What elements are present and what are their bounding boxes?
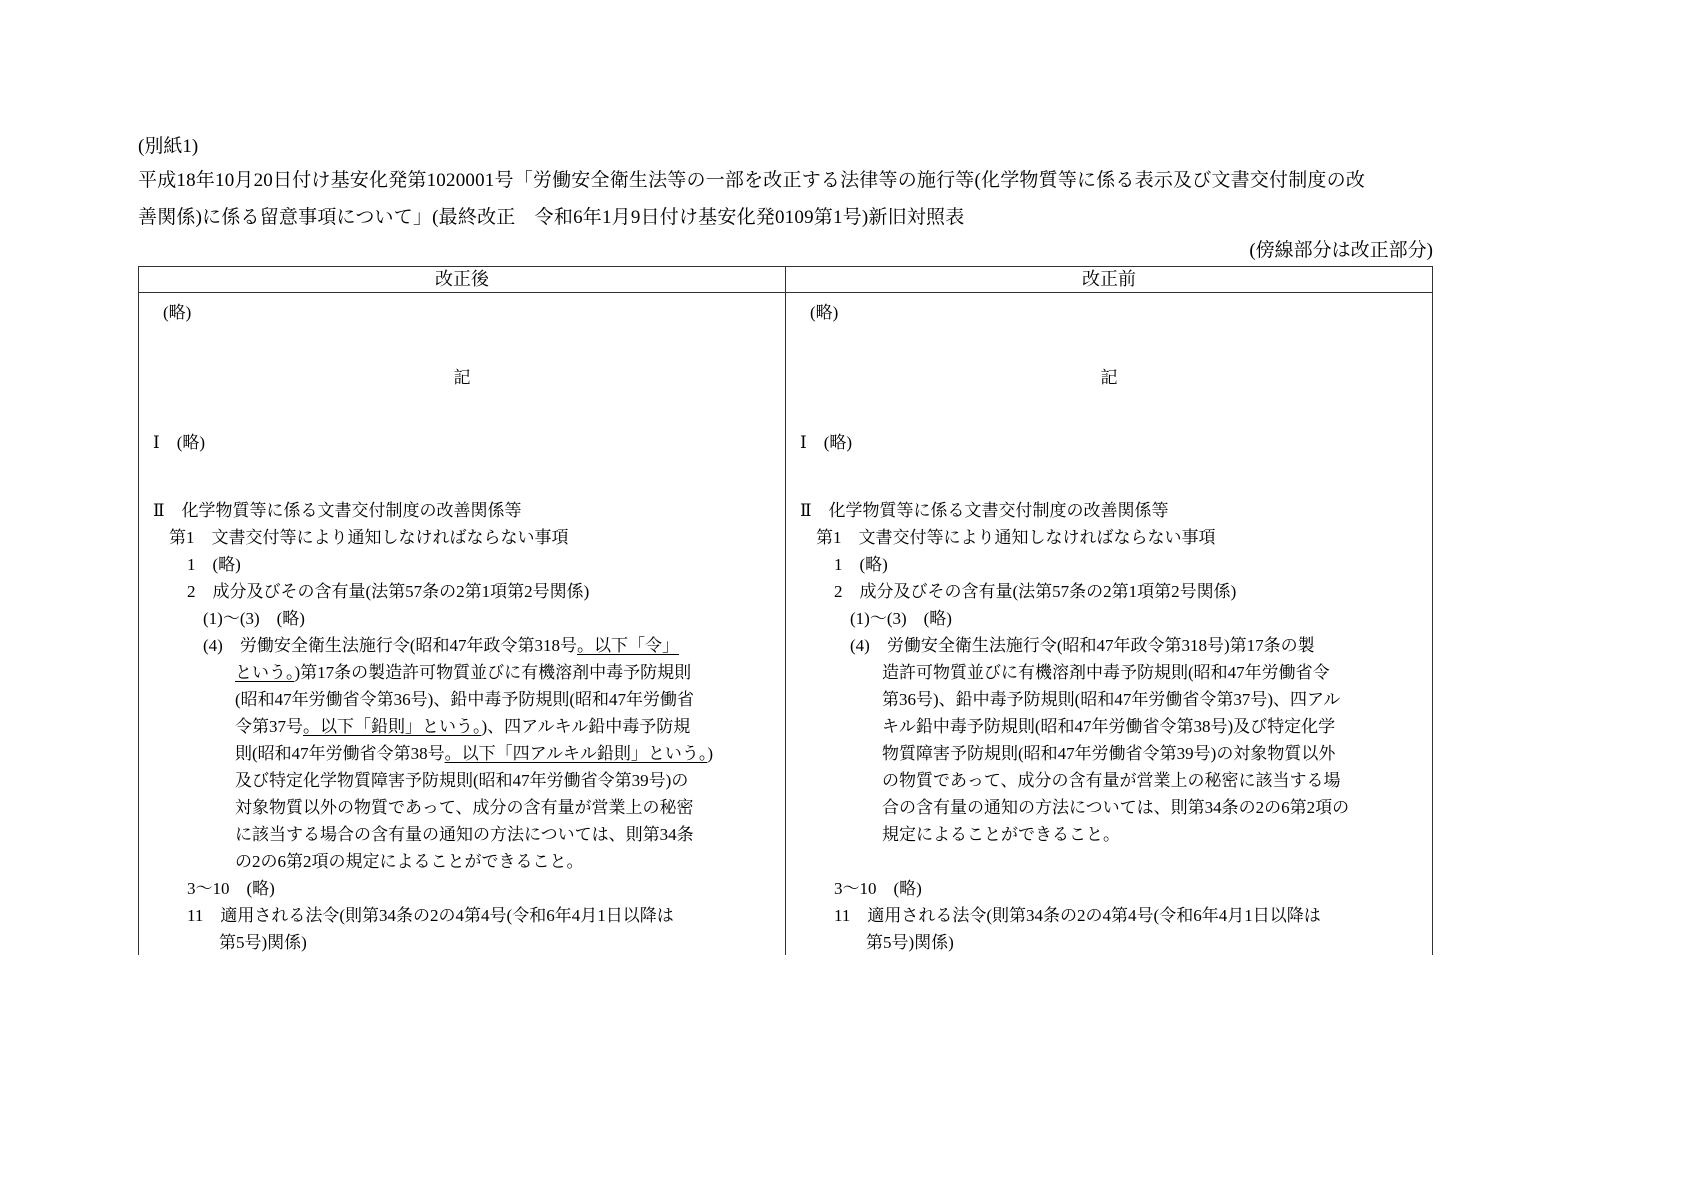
- text-line: [139, 713, 785, 740]
- text-segment: 2 成分及びその含有量(法第57条の2第1項第2号関係): [187, 582, 590, 601]
- text-line: [139, 632, 785, 659]
- text-line: [786, 929, 1432, 955]
- column-after: [139, 293, 786, 955]
- text-segment: (1)～(3) (略): [850, 609, 952, 628]
- text-segment: 第36号)、鉛中毒予防規則(昭和47年労働省令第37号)、四アル: [882, 690, 1341, 709]
- text-segment: 3～10 (略): [834, 879, 922, 898]
- text-line: [786, 821, 1432, 848]
- text-segment: 1 (略): [187, 555, 241, 574]
- text-segment: 合の含有量の通知の方法については、則第34条の2の6第2項の: [882, 798, 1350, 817]
- text-segment: キル鉛中毒予防規則(昭和47年労働省令第38号)及び特定化学: [882, 717, 1336, 736]
- text-line: [139, 767, 785, 794]
- text-segment: )第17条の製造許可物質並びに有機溶剤中毒予防規則: [294, 663, 692, 682]
- text-segment: 物質障害予防規則(昭和47年労働省令第39号)の対象物質以外: [882, 744, 1336, 763]
- text-line: [786, 524, 1432, 551]
- text-segment: (4) 労働安全衛生法施行令(昭和47年政令第318号)第17条の製: [850, 636, 1315, 655]
- text-segment: (1)～(3) (略): [203, 609, 305, 628]
- text-segment: (昭和47年労働省令第36号)、鉛中毒予防規則(昭和47年労働省: [235, 690, 694, 709]
- text-segment: 造許可物質並びに有機溶剤中毒予防規則(昭和47年労働省令: [882, 663, 1330, 682]
- text-segment: Ⅱ 化学物質等に係る文書交付制度の改善関係等: [800, 501, 1169, 520]
- text-line: [139, 794, 785, 821]
- text-segment: ): [707, 744, 713, 763]
- attachment-label: (別紙1): [138, 136, 199, 157]
- text-line: [139, 740, 785, 767]
- spacer: [786, 456, 1432, 497]
- text-segment: 及び特定化学物質障害予防規則(昭和47年労働省令第39号)の: [235, 771, 689, 790]
- amended-text: 。以下「四アルキル鉛則」という。: [444, 744, 708, 763]
- centered-line: 記: [1100, 368, 1118, 387]
- table-header-row: [139, 267, 1432, 293]
- text-segment: 規定によることができること。: [882, 825, 1120, 844]
- text-line: [139, 605, 785, 632]
- text-segment: の物質であって、成分の含有量が営業上の秘密に該当する場: [882, 771, 1341, 790]
- text-line: [786, 659, 1432, 686]
- text-segment: (略): [163, 303, 192, 322]
- text-segment: Ⅱ 化学物質等に係る文書交付制度の改善関係等: [153, 501, 522, 520]
- text-line: [139, 497, 785, 524]
- amended-text: 。以下「令」: [576, 636, 679, 655]
- text-segment: 対象物質以外の物質であって、成分の含有量が営業上の秘密: [235, 798, 694, 817]
- text-line: [786, 713, 1432, 740]
- text-line: [786, 686, 1432, 713]
- text-line: [139, 902, 785, 929]
- document-content: [138, 132, 1433, 955]
- document-title-line-1: 平成18年10月20日付け基安化発第1020001号「労働安全衛生法等の一部を改正する法律等の施行等(化学物質等に係る表示及び文書交付制度の改: [138, 170, 1366, 191]
- centered-line: 記: [453, 368, 471, 387]
- text-segment: 第1 文書交付等により通知しなければならない事項: [169, 528, 569, 547]
- text-segment: 1 (略): [834, 555, 888, 574]
- text-line: [786, 632, 1432, 659]
- text-segment: 則(昭和47年労働省令第38号: [235, 744, 445, 763]
- amendment-note: (傍線部分は改正部分): [1249, 240, 1433, 261]
- text-line: [786, 605, 1432, 632]
- text-segment: (略): [810, 303, 839, 322]
- text-line: [139, 659, 785, 686]
- text-line: [139, 686, 785, 713]
- text-line: [786, 875, 1432, 902]
- text-line: [786, 551, 1432, 578]
- text-segment: に該当する場合の含有量の通知の方法については、則第34条: [235, 825, 694, 844]
- text-line: [139, 429, 785, 456]
- text-line: [786, 497, 1432, 524]
- text-segment: 11 適用される法令(則第34条の2の4第4号(令和6年4月1日以降は: [187, 906, 674, 925]
- text-segment: Ⅰ (略): [153, 433, 206, 452]
- table-header-before: 改正前: [1082, 269, 1136, 289]
- text-line: [139, 848, 785, 875]
- text-line: [139, 578, 785, 605]
- text-line: [139, 929, 785, 955]
- text-line: [139, 551, 785, 578]
- blank-line: [786, 848, 1432, 875]
- text-segment: の2の6第2項の規定によることができること。: [235, 852, 584, 871]
- comparison-table: [138, 266, 1433, 955]
- text-line: [786, 578, 1432, 605]
- text-segment: Ⅰ (略): [800, 433, 853, 452]
- text-line: [786, 794, 1432, 821]
- spacer: [786, 326, 1432, 364]
- text-segment: 2 成分及びその含有量(法第57条の2第1項第2号関係): [834, 582, 1237, 601]
- text-line: [139, 821, 785, 848]
- text-line: [139, 524, 785, 551]
- text-segment: 令第37号: [235, 717, 303, 736]
- spacer: [139, 456, 785, 497]
- text-segment: 第1 文書交付等により通知しなければならない事項: [816, 528, 1216, 547]
- text-line: [786, 767, 1432, 794]
- spacer: [139, 326, 785, 364]
- amended-text: という。: [235, 663, 295, 682]
- text-segment: 第5号)関係): [866, 933, 954, 952]
- spacer: [786, 391, 1432, 429]
- document-title-line-2: 善関係)に係る留意事項について」(最終改正 令和6年1月9日付け基安化発0109第1号)新旧対照表: [138, 207, 965, 228]
- text-line: [139, 875, 785, 902]
- text-line: [786, 299, 1432, 326]
- text-segment: 第5号)関係): [219, 933, 307, 952]
- text-line: [139, 299, 785, 326]
- text-segment: )、四アルキル鉛中毒予防規: [481, 717, 691, 736]
- table-body: [139, 293, 1432, 955]
- spacer: [139, 391, 785, 429]
- text-line: [786, 902, 1432, 929]
- amended-text: 。以下「鉛則」という。: [303, 717, 482, 736]
- column-before: [786, 293, 1432, 955]
- text-segment: (4) 労働安全衛生法施行令(昭和47年政令第318号: [203, 636, 577, 655]
- text-line: [786, 429, 1432, 456]
- text-line: [786, 740, 1432, 767]
- table-header-after: 改正後: [139, 267, 786, 292]
- text-segment: 11 適用される法令(則第34条の2の4第4号(令和6年4月1日以降は: [834, 906, 1321, 925]
- text-segment: 3～10 (略): [187, 879, 275, 898]
